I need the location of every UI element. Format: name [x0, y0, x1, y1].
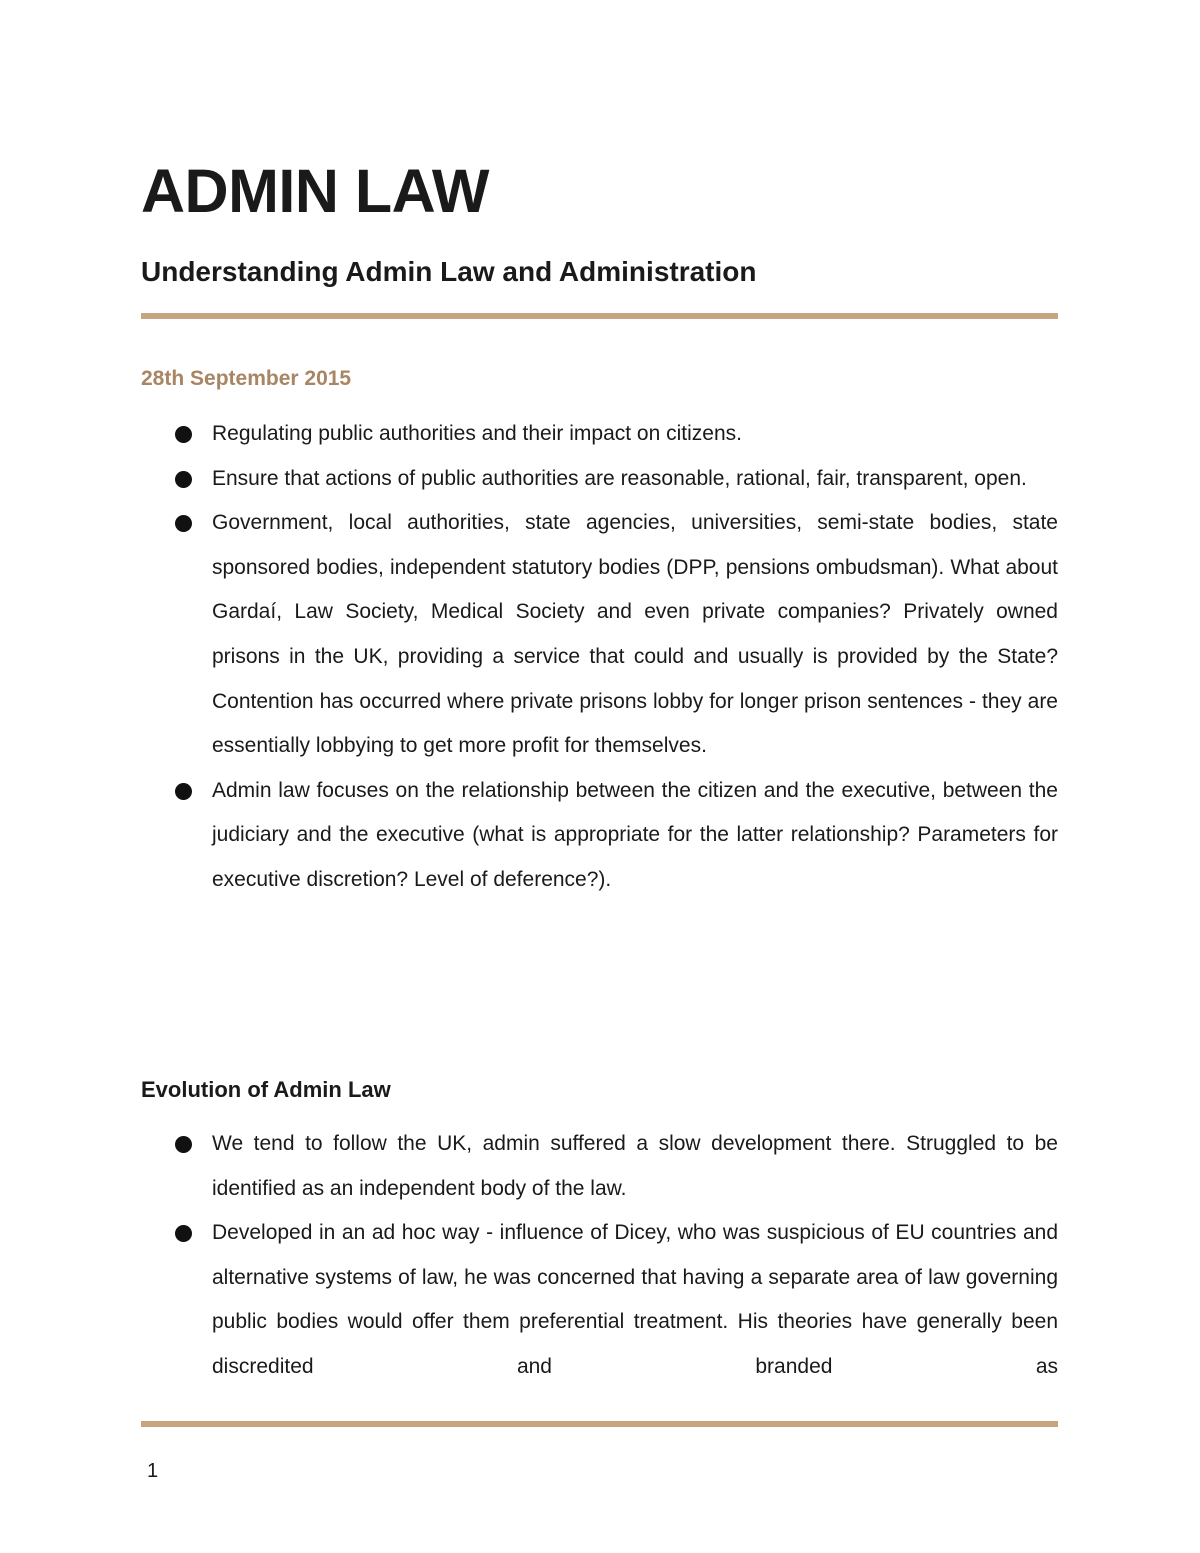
list-item: [141, 501, 1058, 769]
list-item-text: Regulating public authorities and their impact on citizens.: [212, 422, 742, 445]
list-item: [141, 412, 1058, 457]
bullet-icon: [175, 783, 192, 800]
list-item-text: Ensure that actions of public authorities are reasonable, rational, fair, transparent, open.: [212, 466, 1027, 490]
section-heading: Evolution of Admin Law: [141, 1077, 391, 1102]
list-item-text: Government, local authorities, state agencies, universities, semi-state bodies, state sponsored bodies, independent statutory bodies (DPP, pensions ombudsman). What about Gardaí, Law Society, Medical Society and even private companies? Privately owned prisons in the UK, providing a service that could and usually is provided by the State? Contention has occurred where private prisons lobby for longer prison sentences - they are essentially lobbying to get more profit for themselves.: [212, 511, 1058, 758]
section-date: 28th September 2015: [141, 367, 352, 390]
page-number: 1: [147, 1460, 159, 1482]
list-item: [141, 1122, 1058, 1211]
bullet-icon: [175, 426, 192, 443]
list-item: [141, 1211, 1058, 1389]
bullet-list-evolution: [141, 1122, 1058, 1390]
bullet-list-intro: [141, 412, 1058, 903]
list-item-text: We tend to follow the UK, admin suffered a slow development there. Struggled to be identified as an independent body of the law.: [212, 1132, 1058, 1200]
list-item-text: Developed in an ad hoc way - influence of Dicey, who was suspicious of EU countries and alternative systems of law, he was concerned that having a separate area of law governing public bodies would offer them preferential treatment. His theories have generally been discredited and branded as: [212, 1221, 1058, 1378]
list-item: [141, 457, 1058, 502]
list-item-text: Admin law focuses on the relationship between the citizen and the executive, between the judiciary and the executive (what is appropriate for the latter relationship? Parameters for executive discretion? Level of deference?).: [212, 778, 1058, 891]
footer-divider: [141, 1421, 1058, 1427]
bullet-icon: [175, 471, 192, 488]
document-subtitle: Understanding Admin Law and Administration: [141, 256, 757, 287]
list-item: [141, 769, 1058, 903]
bullet-icon: [175, 515, 192, 532]
bullet-icon: [175, 1136, 192, 1153]
header-divider: [141, 313, 1058, 319]
document-title: ADMIN LAW: [141, 157, 489, 225]
bullet-icon: [175, 1225, 192, 1242]
